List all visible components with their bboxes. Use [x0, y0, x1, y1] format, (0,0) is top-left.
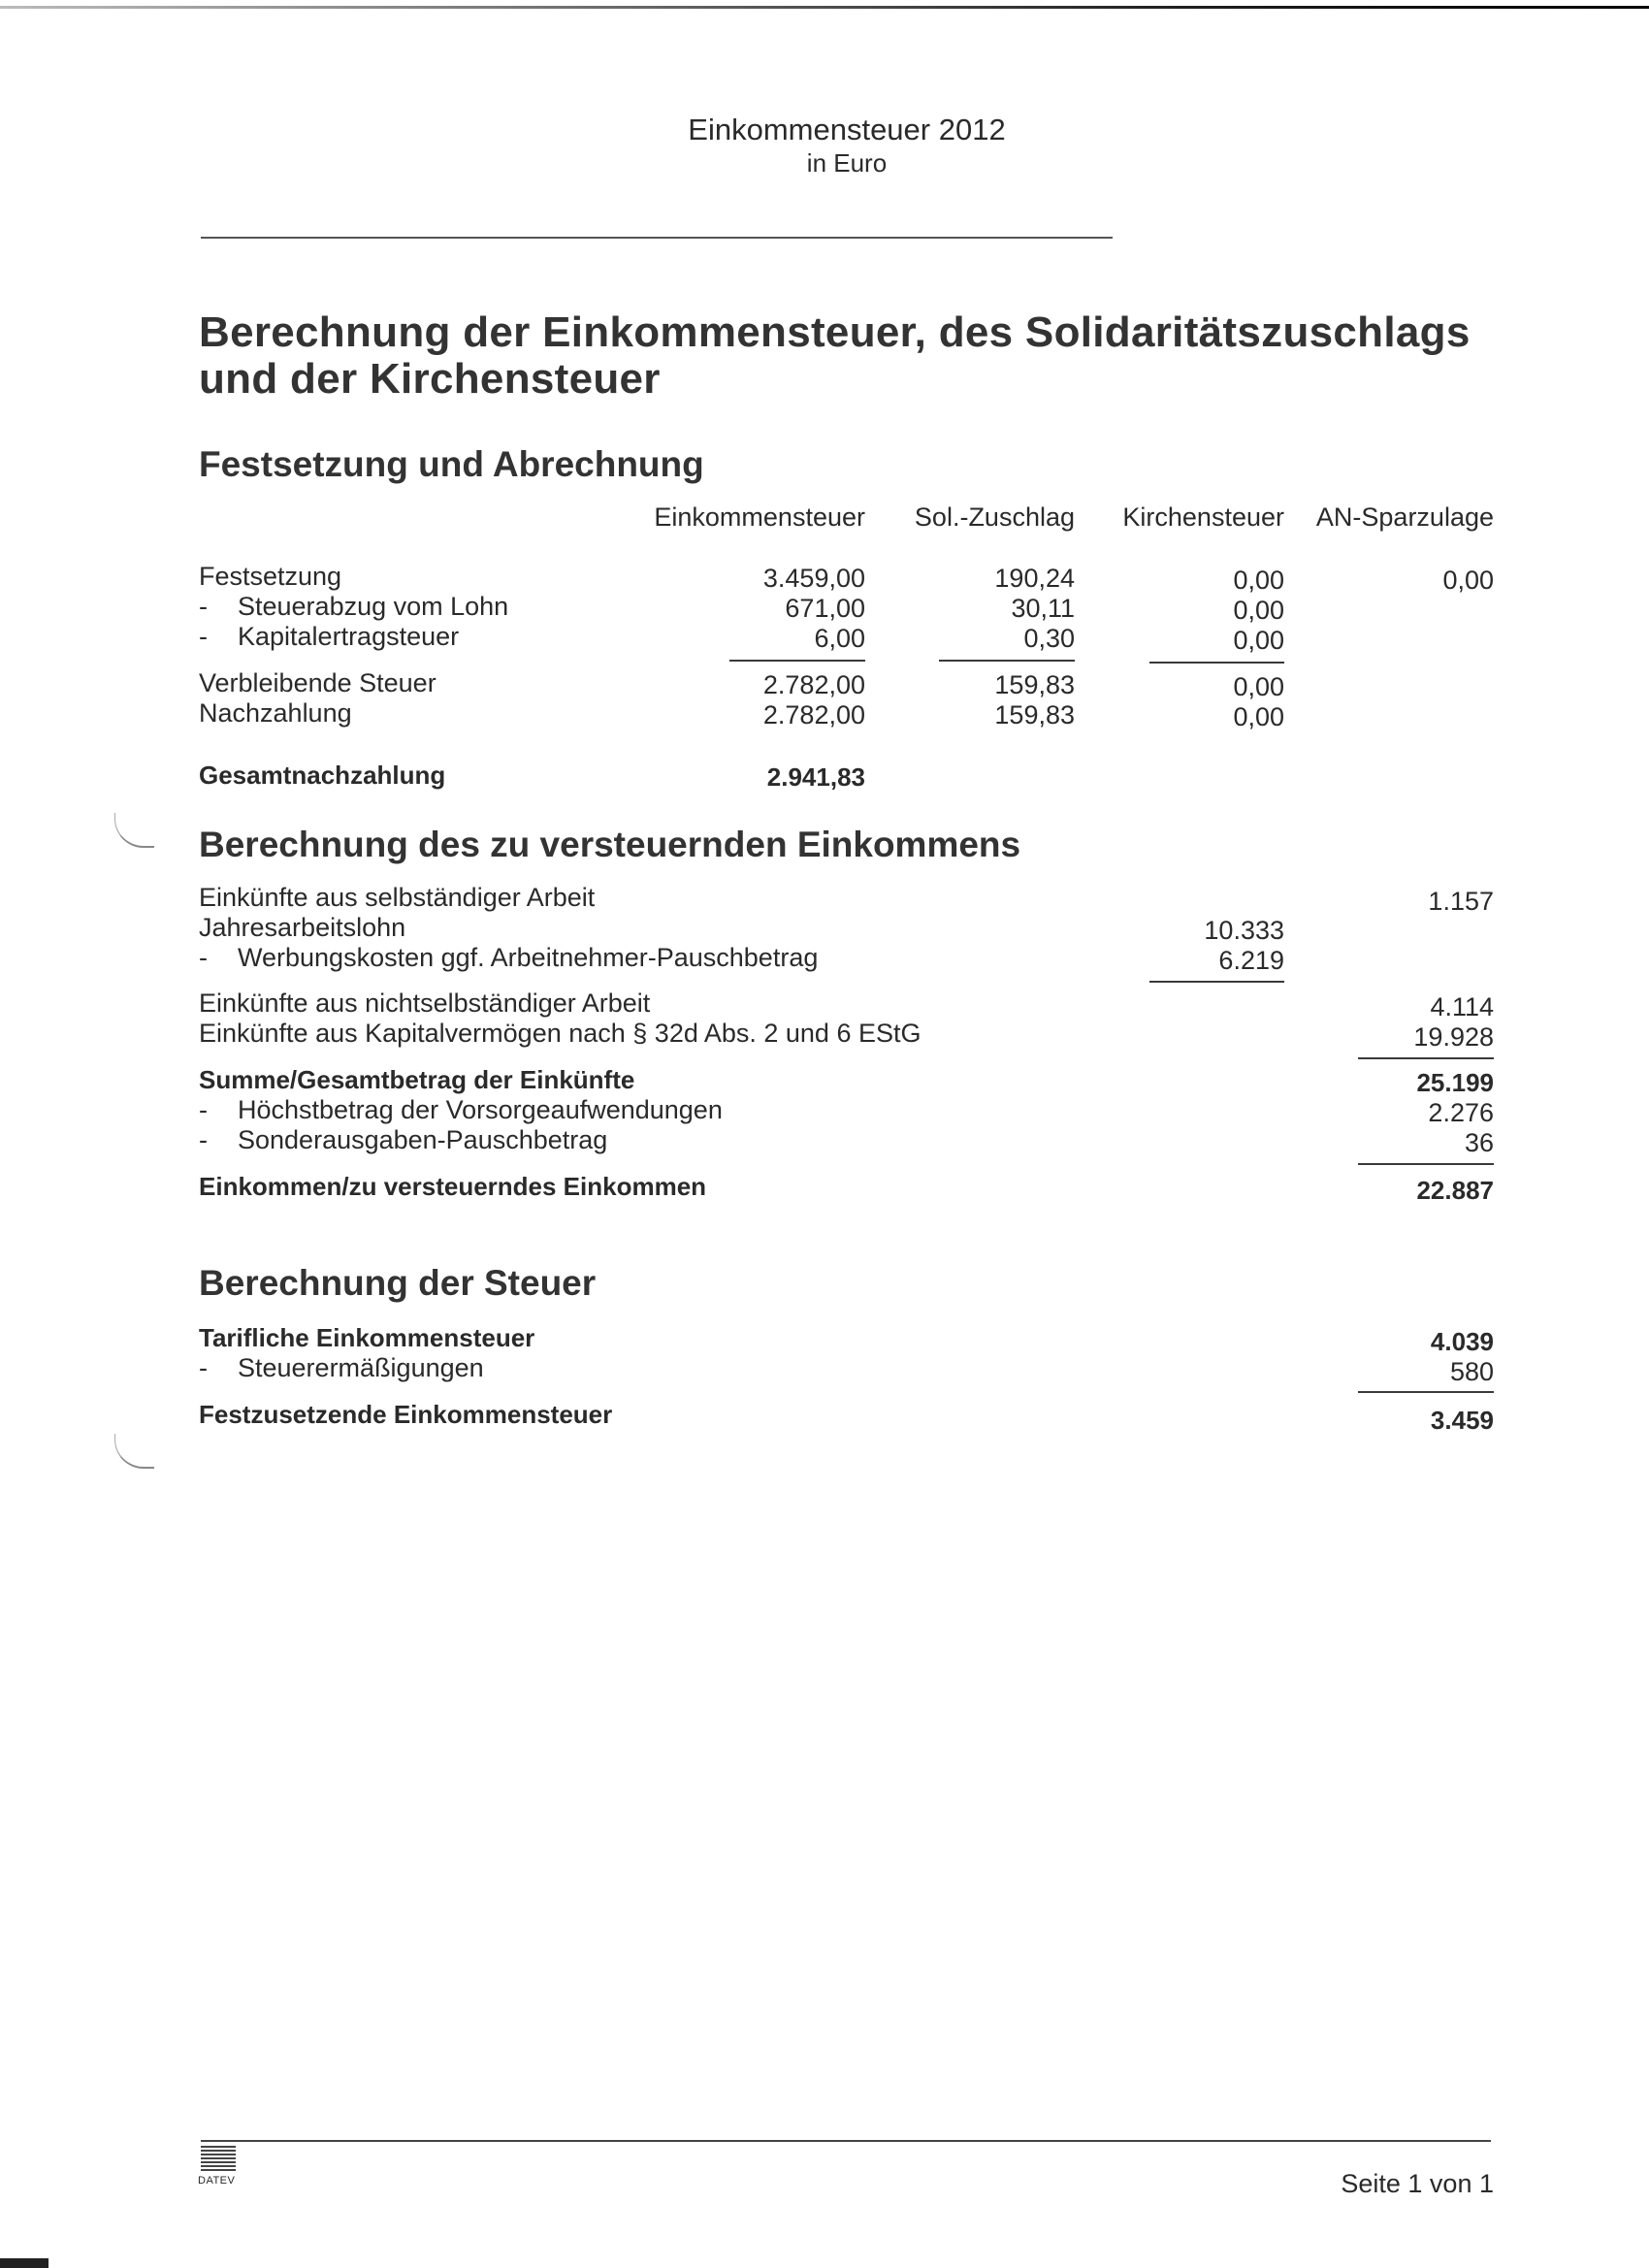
- cell-kapitalertrag-kist: 0,00: [1233, 626, 1284, 655]
- row-label-werbungskosten: Werbungskosten ggf. Arbeitnehmer-Pauschbetrag: [238, 943, 819, 972]
- value-festzusetzende-est: 3.459: [1430, 1406, 1494, 1435]
- subtotal-rule-steuer: [1358, 1391, 1494, 1393]
- cell-steuerabzug-est: 671,00: [785, 594, 865, 623]
- section-heading-festsetzung: Festsetzung und Abrechnung: [199, 444, 704, 484]
- column-header-einkommensteuer: Einkommensteuer: [654, 502, 865, 532]
- punch-hole-mark-upper: [114, 813, 154, 848]
- minus-sign: -: [199, 943, 208, 972]
- datev-logo-text: DATEV: [198, 2175, 236, 2187]
- row-label-steuerermaessigungen: Steuerermäßigungen: [238, 1353, 484, 1382]
- subtotal-rule-soli: [939, 660, 1075, 662]
- header-divider: [201, 237, 1113, 239]
- value-tarifliche-est: 4.039: [1430, 1327, 1494, 1356]
- cell-verbleibend-soli: 159,83: [994, 670, 1075, 699]
- row-label-vorsorge: Höchstbetrag der Vorsorgeaufwendungen: [238, 1095, 723, 1124]
- value-werbungskosten: 6.219: [1218, 946, 1284, 975]
- cell-kapitalertrag-soli: 0,30: [1023, 624, 1075, 653]
- table-row: [199, 1095, 723, 1125]
- cell-festsetzung-est: 3.459,00: [762, 564, 865, 593]
- value-sonderausgaben: 36: [1464, 1128, 1494, 1157]
- main-heading-line1: Berechnung der Einkommensteuer, des Solidaritätszuschlags: [199, 308, 1471, 356]
- subtotal-rule-lohn: [1149, 981, 1284, 983]
- value-kapitalvermoegen: 19.928: [1413, 1022, 1494, 1052]
- cell-steuerabzug-soli: 30,11: [1011, 594, 1075, 623]
- value-vorsorge: 2.276: [1428, 1098, 1494, 1127]
- row-label-kapitalvermoegen: Einkünfte aus Kapitalvermögen nach § 32d Abs. 2 und 6 EStG: [199, 1019, 922, 1048]
- value-selbstaendig: 1.157: [1428, 887, 1494, 916]
- datev-logo-icon: [201, 2146, 236, 2171]
- value-summe-einkuenfte: 25.199: [1416, 1068, 1494, 1097]
- row-label-sonderausgaben: Sonderausgaben-Pauschbetrag: [238, 1125, 608, 1154]
- cell-kapitalertrag-est: 6,00: [814, 624, 865, 653]
- row-label-selbstaendig: Einkünfte aus selbständiger Arbeit: [199, 883, 596, 912]
- page-number: Seite 1 von 1: [1341, 2169, 1494, 2198]
- column-header-an-sparzulage: AN-Sparzulage: [1315, 502, 1494, 532]
- row-label-nichtselbstaendig: Einkünfte aus nichtselbständiger Arbeit: [199, 988, 651, 1018]
- minus-sign: -: [199, 1353, 208, 1382]
- footer-divider: [201, 2140, 1491, 2142]
- minus-sign: -: [199, 592, 208, 621]
- row-label-steuerabzug-lohn: Steuerabzug vom Lohn: [238, 592, 509, 621]
- gesamtnachzahlung-label: Gesamtnachzahlung: [199, 761, 446, 790]
- value-nichtselbstaendig: 4.114: [1430, 992, 1494, 1021]
- scan-edge-top: [0, 6, 1649, 9]
- value-steuerermaessigungen: 580: [1449, 1357, 1494, 1386]
- document-title: Einkommensteuer 2012: [688, 113, 1006, 146]
- row-label-jahresarbeitslohn: Jahresarbeitslohn: [199, 913, 406, 942]
- column-header-sol-zuschlag: Sol.-Zuschlag: [914, 502, 1075, 532]
- cell-festsetzung-kist: 0,00: [1233, 566, 1284, 595]
- row-label-verbleibende-steuer: Verbleibende Steuer: [199, 668, 436, 697]
- cell-nachzahlung-kist: 0,00: [1233, 702, 1284, 731]
- table-row: [199, 1125, 607, 1155]
- subtotal-rule-einkuenfte: [1358, 1057, 1494, 1059]
- value-zve: 22.887: [1416, 1176, 1494, 1205]
- cell-steuerabzug-kist: 0,00: [1233, 596, 1284, 625]
- table-row: [199, 622, 459, 652]
- table-row: [199, 592, 508, 622]
- value-jahresarbeitslohn: 10.333: [1204, 916, 1284, 945]
- cell-festsetzung-soli: 190,24: [994, 564, 1075, 593]
- minus-sign: -: [199, 1125, 208, 1154]
- main-heading-line2: und der Kirchensteuer: [199, 355, 661, 403]
- gesamtnachzahlung-value: 2.941,83: [766, 762, 865, 792]
- table-row: [199, 1353, 484, 1383]
- cell-nachzahlung-soli: 159,83: [994, 700, 1075, 729]
- cell-festsetzung-sparzulage: 0,00: [1442, 566, 1494, 595]
- subtotal-rule-zve: [1358, 1163, 1494, 1165]
- row-label-summe-einkuenfte: Summe/Gesamtbetrag der Einkünfte: [199, 1065, 635, 1094]
- cell-verbleibend-est: 2.782,00: [762, 670, 865, 699]
- section-heading-einkommen: Berechnung des zu versteuernden Einkommens: [199, 825, 1021, 864]
- row-label-festsetzung: Festsetzung: [199, 562, 342, 591]
- scan-edge-bottom: [0, 2258, 48, 2268]
- subtotal-rule-est: [729, 660, 865, 662]
- document-subtitle: in Euro: [806, 148, 888, 178]
- row-label-tarifliche-est: Tarifliche Einkommensteuer: [199, 1323, 535, 1352]
- row-label-zve: Einkommen/zu versteuerndes Einkommen: [199, 1172, 707, 1201]
- section-heading-steuer: Berechnung der Steuer: [199, 1263, 597, 1303]
- minus-sign: -: [199, 622, 208, 651]
- table-row: [199, 943, 818, 973]
- punch-hole-mark-lower: [114, 1434, 154, 1469]
- row-label-kapitalertragsteuer: Kapitalertragsteuer: [238, 622, 460, 651]
- row-label-nachzahlung: Nachzahlung: [199, 698, 352, 728]
- row-label-festzusetzende-est: Festzusetzende Einkommensteuer: [199, 1400, 613, 1429]
- column-header-kirchensteuer: Kirchensteuer: [1122, 502, 1284, 532]
- cell-verbleibend-kist: 0,00: [1233, 672, 1284, 701]
- subtotal-rule-kist: [1149, 662, 1284, 664]
- cell-nachzahlung-est: 2.782,00: [762, 700, 865, 729]
- minus-sign: -: [199, 1095, 208, 1124]
